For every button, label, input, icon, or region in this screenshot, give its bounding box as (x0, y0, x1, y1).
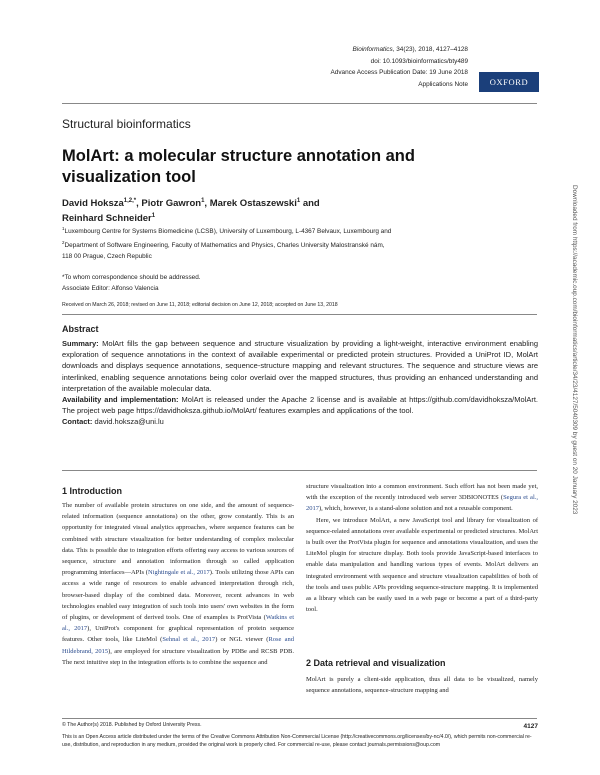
author-name[interactable]: David Hoksza (62, 198, 124, 210)
author-name[interactable]: , Piotr Gawron (136, 198, 202, 210)
paragraph: Here, we introduce MolArt, a new JavaScript tool and library for visualization of sequence-related annotations over available experimental or predicted structures. MolArt is built over the ProtVista plugin for sequence and annotations visualization, and uses the LiteMol plugin for structure display. Both tools provide JavaScript-based interfaces to enable data manipulation and handling various types of events. MolArt delivers an integrated environment with sequence and structure visualization capabilities of both of the tools and uses public APIs providing sequence-structure mapping. It is implemented as a library which can be easily used in a web page or become a part of a third-party tool. (306, 516, 538, 614)
affiliation-text: 118 00 Prague, Czech Republic (62, 253, 152, 261)
intro-text: ), UniProt's component for graphical representation of protein sequence features. Other tools, like LiteMol ( (62, 625, 294, 644)
author-affil-sup: 1 (201, 198, 205, 204)
history-dates: Received on March 26, 2018; revised on June 11, 2018; editorial decision on June 12, 2018; accepted on June 13, 2018 (62, 302, 338, 308)
page-number: 4127 (523, 723, 538, 730)
author-affil-sup: 1,2, (123, 198, 134, 204)
intro-text: ). Tools utilizing those APIs can access a wide range of resources to enable advanced interpretation through rich, browser-based display of the combined data. Moreover, recent advances in web technologies enabled easy integration of such tools into users' own websites in the form of plugins, or development of derived tools. One of examples is ProtVista ( (62, 569, 294, 622)
body-text: ), which, however, is a stand-alone solution and not a reusable component. (319, 505, 513, 513)
affil-number: 2 (62, 240, 65, 246)
abstract-divider-top (62, 314, 537, 315)
author-name[interactable]: , Marek Ostaszewski (204, 198, 297, 210)
doi[interactable]: doi: 10.1093/bioinformatics/bty489 (370, 57, 468, 65)
citation-link[interactable]: Watkins et al., 2017 (62, 614, 294, 633)
abstract-heading: Abstract (62, 324, 99, 334)
right-column-text (306, 481, 538, 615)
intro-text: The number of available protein structures on one side, and the amount of sequence-related information (sequence annotations) on the other, grow constantly. This is an opportunity for integrated visual analytics approaches, where sequence features can be combined with structure visualization for better understanding of complex molecular data. This is possible due to integration efforts offering easy access to various sources of sequence, structure and annotation information through so called application programming interfaces—APIs ( (62, 502, 294, 577)
footer-divider (62, 718, 537, 719)
corresponding-star: * (133, 198, 137, 204)
download-sidebar (568, 185, 582, 555)
header-divider (62, 103, 537, 104)
intro-text: ), are employed for structure visualization by PDBe and RCSB PDB. The next intuitive step in the integration efforts is to combine the sequence and (62, 647, 294, 666)
download-note: Downloaded from https://academic.oup.com/bioinformatics/article/34/23/4127/5040309 by guest on 20 January 2023 (571, 185, 578, 515)
citation-link[interactable]: Sehnal et al., 2017 (162, 636, 216, 644)
citation-link[interactable]: Nightingale et al., 2017 (147, 569, 210, 577)
abstract-body (62, 338, 538, 428)
affiliation-text: Luxembourg Centre for Systems Biomedicine (LCSB), University of Luxembourg, L-4367 Belvaux, Luxembourg and (64, 228, 392, 236)
license-text: This is an Open Access article distributed under the terms of the Creative Commons Attribution Non-Commercial License (http://creativecommons.org/licenses/by-nc/4.0/), which permits non-commercial re-use, distribution, and reproduction in any medium, provided the original work is properly cited. For commercial re-use, please contact journals.permissions@oup.com (62, 734, 532, 748)
citation: , 34(23), 2018, 4127–4128 (392, 46, 468, 53)
summary-text: MolArt fills the gap between sequence and structure visualization by providing a light-weight, interactive environment enabling exploration of sequence annotations in the context of available experimental or predicted protein structures. Provided a UniProt ID, MolArt downloads and displays sequence annotations, sequence-structure mapping and relevant structures. The sequence and structure views are interlinked, enabling sequence annotations being color overlaid over the mapped structures, thus providing an enhanced understanding and interpretation of the available molecular data. (62, 339, 538, 393)
journal-name: Bioinformatics (352, 46, 393, 53)
contact-email[interactable]: david.hoksza@uni.lu (92, 417, 164, 427)
intro-paragraph (62, 500, 294, 668)
category-label: Structural bioinformatics (62, 117, 191, 131)
citation-link[interactable]: Rose and Hildebrand, 2015 (62, 636, 294, 655)
paragraph: MolArt is purely a client-side application, thus all data to be visualized, namely sequence annotations, sequence-structure mapping and (306, 676, 538, 695)
affil-number: 1 (62, 226, 65, 231)
correspondence-note: *To whom correspondence should be addressed. (62, 274, 201, 281)
abstract-divider-bottom (62, 470, 537, 471)
associate-editor: Associate Editor: Alfonso Valencia (62, 285, 159, 292)
copyright-line: © The Author(s) 2018. Published by Oxford University Press. (62, 722, 202, 728)
section-heading-data-retrieval: 2 Data retrieval and visualization (306, 658, 446, 668)
correspondence-block (62, 272, 201, 294)
contact-label: Contact: (62, 417, 93, 427)
affiliations (62, 223, 517, 262)
author-list (62, 195, 482, 225)
body-text: structure visualization into a common environment. Such effort has not been made yet, with the exception of the recently introduced web server 3DBIONOTES ( (306, 483, 538, 502)
author-affil-sup: 1 (151, 213, 156, 220)
author-name[interactable]: Reinhard Schneider (62, 213, 152, 225)
intro-text: ) or NGL viewer ( (215, 636, 269, 644)
article-type: Applications Note (418, 80, 468, 88)
advance-access-date: Advance Access Publication Date: 19 June 2018 (330, 69, 468, 76)
section-heading-introduction: 1 Introduction (62, 486, 122, 496)
author-affil-sup: 1 (296, 198, 301, 204)
paragraph (306, 481, 538, 515)
summary-label: Summary: (62, 339, 99, 348)
paper-title: MolArt: a molecular structure annotation and visualization tool (62, 147, 415, 186)
citation-link[interactable]: Segura et al., 2017 (306, 494, 538, 513)
affiliation-text: Department of Software Engineering, Faculty of Mathematics and Physics, Charles University Malostranské nám, (64, 242, 385, 250)
author-conjunction: and (300, 198, 320, 210)
oxford-logo: OXFORD (479, 72, 539, 92)
journal-header (331, 44, 469, 90)
availability-text: MolArt is released under the Apache 2 license and is available at https://github.com/davidhoksza/MolArt. The project web page https://davidhoksza.github.io/MolArt/ features examples and applications of the tool. (62, 395, 538, 416)
availability-label: Availability and implementation: (62, 395, 179, 405)
